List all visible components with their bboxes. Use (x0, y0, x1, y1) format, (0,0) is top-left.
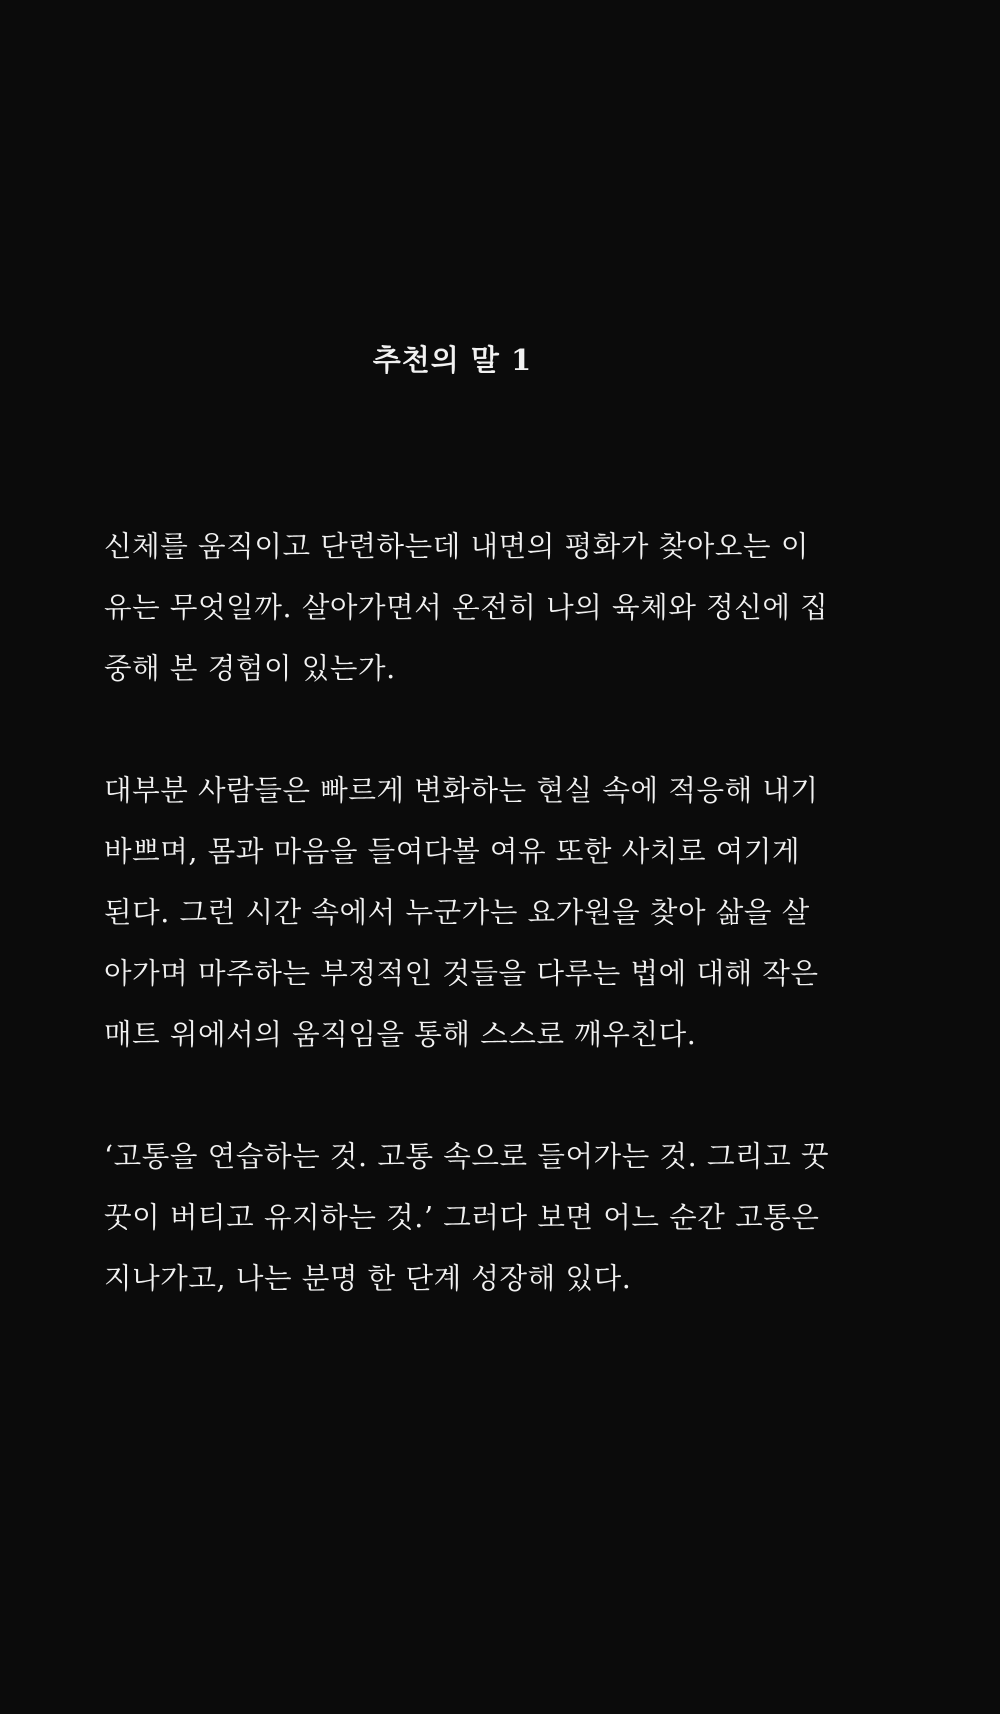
paragraph-3 (104, 1126, 830, 1309)
text-line: 대부분 사람들은 빠르게 변화하는 현실 속에 적응해 내기 (104, 774, 819, 807)
paragraph-1 (104, 516, 829, 699)
text-line: 중해 본 경험이 있는가. (104, 652, 396, 685)
text-line: 바쁘며, 몸과 마음을 들여다볼 여유 또한 사치로 여기게 (104, 835, 801, 868)
text-line: 아가며 마주하는 부정적인 것들을 다루는 법에 대해 작은 (104, 957, 819, 990)
text-line: 된다. 그런 시간 속에서 누군가는 요가원을 찾아 삶을 살 (104, 896, 810, 929)
text-line: 신체를 움직이고 단련하는데 내면의 평화가 찾아오는 이 (104, 530, 809, 563)
text-line: 매트 위에서의 움직임을 통해 스스로 깨우친다. (104, 1018, 697, 1051)
text-line: 유는 무엇일까. 살아가면서 온전히 나의 육체와 정신에 집 (104, 591, 829, 624)
page-title: 추천의 말 1 (372, 343, 533, 377)
text-line: 꿋이 버티고 유지하는 것.’ 그러다 보면 어느 순간 고통은 (104, 1201, 820, 1234)
text-line: 지나가고, 나는 분명 한 단계 성장해 있다. (104, 1262, 632, 1295)
body-text (104, 516, 830, 1370)
paragraph-2 (104, 760, 819, 1065)
text-line: ‘고통을 연습하는 것. 고통 속으로 들어가는 것. 그리고 꿋 (104, 1140, 830, 1173)
